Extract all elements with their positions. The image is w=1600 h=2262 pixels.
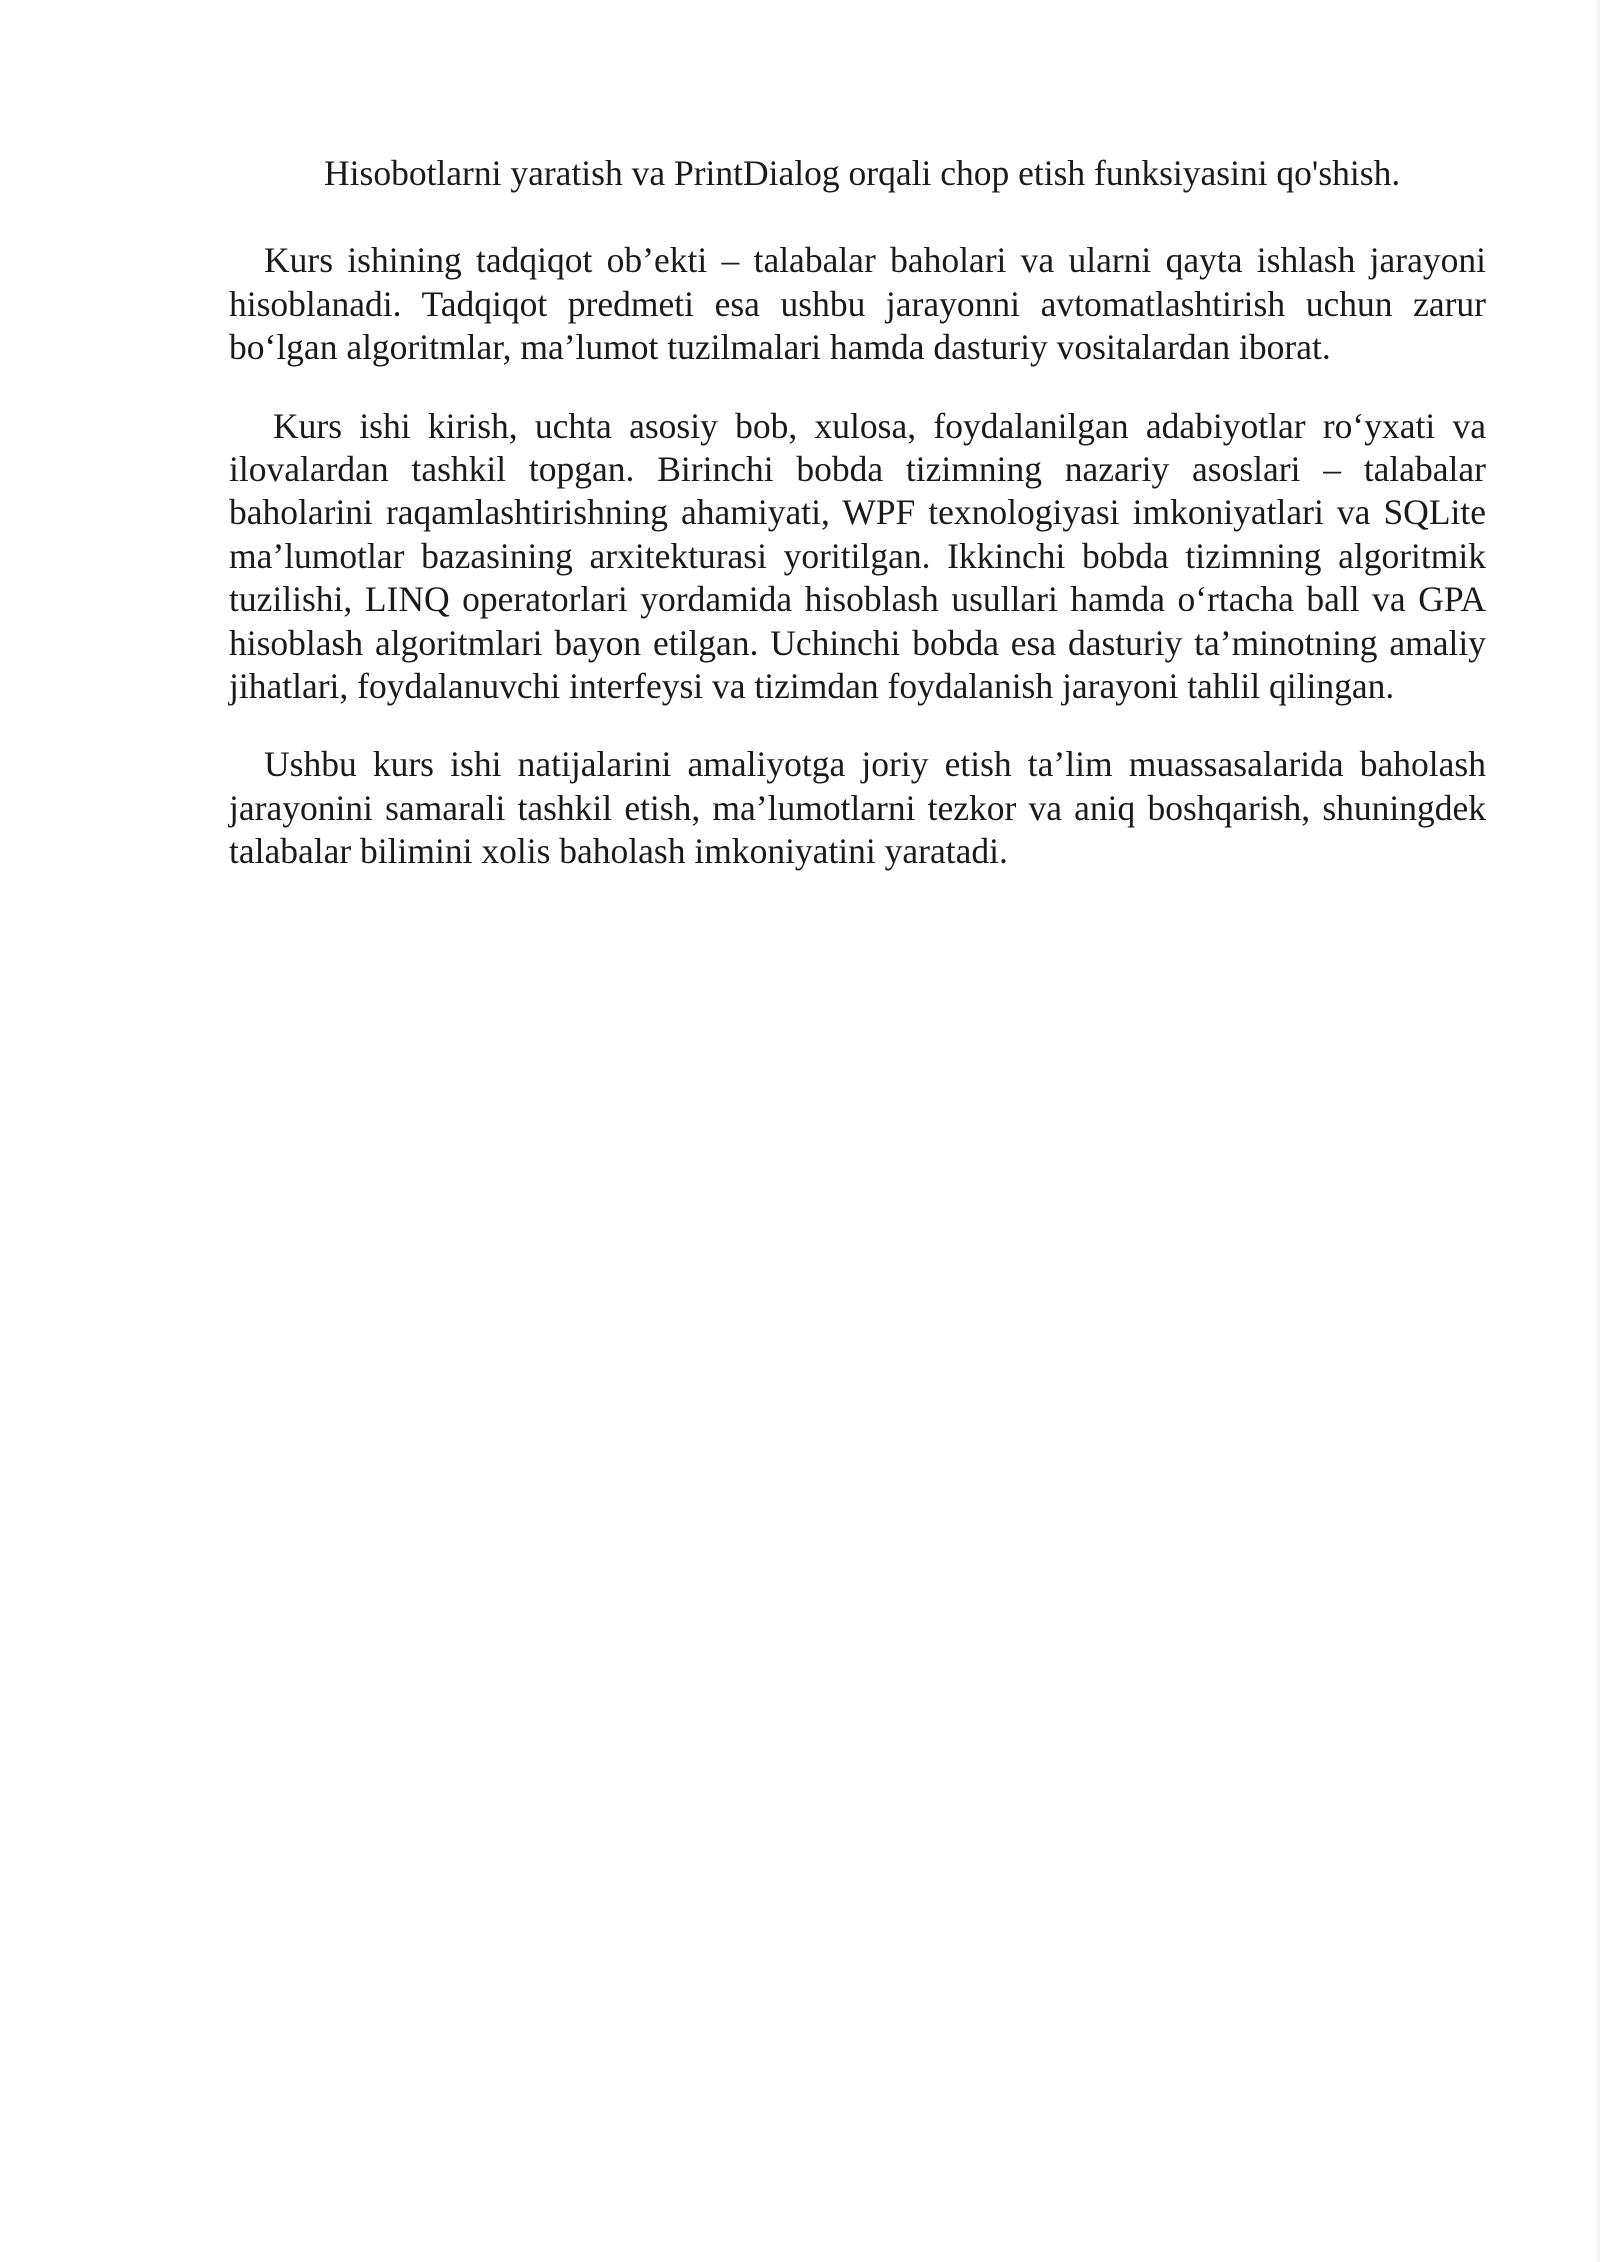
paragraph-structure: Kurs ishi kirish, uchta asosiy bob, xulosa, foydalanilgan adabiyotlar ro‘yxati va ilovalardan tashkil topgan. Birinchi bobda tizimning nazariy asoslari – talabalar baholarini raqamlashtirishning ahamiyati, WPF texnologiyasi imkoniyatlari va SQLite ma’lumotlar bazasining arxitekturasi yoritilgan. Ikkinchi bobda tizimning algoritmik tuzilishi, LINQ operatorlari yordamida hisoblash usullari hamda o‘rtacha ball va GPA hisoblash algoritmlari bayon etilgan. Uchinchi bobda esa dasturiy ta’minotning amaliy jihatlari, foydalanuvchi interfeysi va tizimdan foydalanish jarayoni tahlil qilingan. xyxy=(229,405,1486,707)
paragraph-research-object: Kurs ishining tadqiqot ob’ekti – talabalar baholari va ularni qayta ishlash jarayoni hisoblanadi. Tadqiqot predmeti esa ushbu jarayonni avtomatlashtirish uchun zarur bo‘lgan algoritmlar, ma’lumot tuzilmalari hamda dasturiy vositalardan iborat. xyxy=(229,240,1486,368)
lead-line: Hisobotlarni yaratish va PrintDialog orqali chop etish funksiyasini qo'shish. xyxy=(324,153,1401,193)
paragraph-conclusion: Ushbu kurs ishi natijalarini amaliyotga joriy etish ta’lim muassasalarida baholash jarayonini samarali tashkil etish, ma’lumotlarni tezkor va aniq boshqarish, shuningdek talabalar bilimini xolis baholash imkoniyatini yaratadi. xyxy=(229,744,1486,872)
page-edge-shadow xyxy=(1594,0,1600,2262)
document-body xyxy=(229,152,1486,874)
